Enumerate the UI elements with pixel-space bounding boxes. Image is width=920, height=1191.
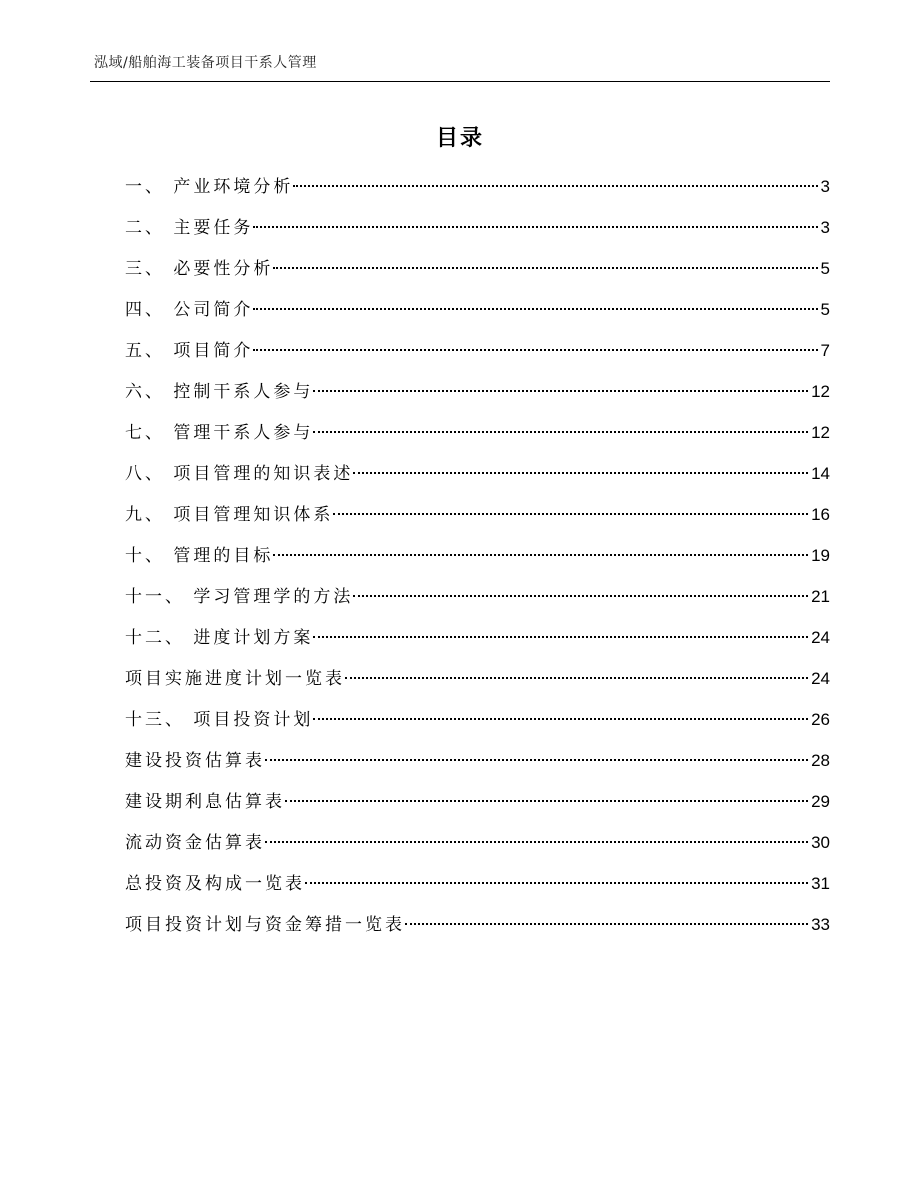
toc-dot-leader bbox=[313, 390, 808, 392]
toc-entry-label: 四、 公司简介 bbox=[125, 300, 254, 320]
toc-entry-label: 一、 产业环境分析 bbox=[125, 177, 294, 197]
toc-entry[interactable] bbox=[125, 252, 830, 293]
toc-entry-label: 总投资及构成一览表 bbox=[125, 874, 305, 894]
toc-entry-page-number: 30 bbox=[811, 833, 830, 852]
toc-dot-leader bbox=[253, 349, 817, 351]
toc-entry[interactable] bbox=[125, 170, 830, 211]
toc-entry[interactable] bbox=[125, 293, 830, 334]
toc-dot-leader bbox=[353, 595, 808, 597]
toc-dot-leader bbox=[333, 513, 808, 515]
table-of-contents bbox=[125, 170, 830, 949]
toc-entry[interactable] bbox=[125, 908, 830, 949]
toc-entry[interactable] bbox=[125, 334, 830, 375]
toc-entry[interactable] bbox=[125, 375, 830, 416]
toc-entry-label: 十三、 项目投资计划 bbox=[125, 710, 314, 730]
toc-entry-label: 项目投资计划与资金筹措一览表 bbox=[125, 915, 405, 935]
toc-entry-page-number: 28 bbox=[811, 751, 830, 770]
toc-entry-label: 七、 管理干系人参与 bbox=[125, 423, 314, 443]
toc-entry[interactable] bbox=[125, 662, 830, 703]
toc-dot-leader bbox=[313, 431, 808, 433]
toc-entry[interactable] bbox=[125, 498, 830, 539]
toc-entry[interactable] bbox=[125, 211, 830, 252]
toc-dot-leader bbox=[313, 636, 808, 638]
toc-entry[interactable] bbox=[125, 416, 830, 457]
toc-entry-label: 五、 项目简介 bbox=[125, 341, 254, 361]
toc-dot-leader bbox=[345, 677, 808, 679]
toc-entry[interactable] bbox=[125, 867, 830, 908]
toc-dot-leader bbox=[265, 759, 808, 761]
toc-dot-leader bbox=[253, 308, 817, 310]
toc-entry-page-number: 31 bbox=[811, 874, 830, 893]
toc-dot-leader bbox=[273, 554, 808, 556]
toc-entry-page-number: 26 bbox=[811, 710, 830, 729]
toc-entry[interactable] bbox=[125, 539, 830, 580]
toc-entry-label: 十一、 学习管理学的方法 bbox=[125, 587, 354, 607]
toc-entry-page-number: 19 bbox=[811, 546, 830, 565]
toc-entry-page-number: 3 bbox=[820, 218, 830, 237]
toc-entry-page-number: 3 bbox=[820, 177, 830, 196]
toc-entry-page-number: 14 bbox=[811, 464, 830, 483]
toc-entry-page-number: 12 bbox=[811, 382, 830, 401]
toc-entry-page-number: 24 bbox=[811, 669, 830, 688]
toc-entry-label: 建设投资估算表 bbox=[125, 751, 265, 771]
toc-entry-label: 建设期利息估算表 bbox=[125, 792, 285, 812]
toc-entry-page-number: 24 bbox=[811, 628, 830, 647]
toc-dot-leader bbox=[313, 718, 808, 720]
toc-entry[interactable] bbox=[125, 744, 830, 785]
toc-entry-label: 三、 必要性分析 bbox=[125, 259, 274, 279]
toc-dot-leader bbox=[265, 841, 808, 843]
toc-dot-leader bbox=[405, 923, 808, 925]
toc-entry[interactable] bbox=[125, 826, 830, 867]
toc-entry-label: 十二、 进度计划方案 bbox=[125, 628, 314, 648]
toc-entry-page-number: 5 bbox=[820, 259, 830, 278]
running-header: 泓域/船舶海工装备项目干系人管理 bbox=[94, 55, 317, 71]
toc-entry[interactable] bbox=[125, 457, 830, 498]
toc-dot-leader bbox=[305, 882, 808, 884]
toc-entry-label: 六、 控制干系人参与 bbox=[125, 382, 314, 402]
toc-dot-leader bbox=[273, 267, 817, 269]
toc-dot-leader bbox=[293, 185, 817, 187]
toc-dot-leader bbox=[285, 800, 808, 802]
toc-dot-leader bbox=[353, 472, 808, 474]
header-divider bbox=[90, 81, 830, 82]
toc-entry-label: 二、 主要任务 bbox=[125, 218, 254, 238]
toc-entry-page-number: 29 bbox=[811, 792, 830, 811]
toc-entry[interactable] bbox=[125, 580, 830, 621]
toc-title: 目录 bbox=[435, 126, 484, 151]
toc-entry-page-number: 7 bbox=[820, 341, 830, 360]
toc-entry-label: 项目实施进度计划一览表 bbox=[125, 669, 345, 689]
toc-entry[interactable] bbox=[125, 621, 830, 662]
toc-entry-label: 流动资金估算表 bbox=[125, 833, 265, 853]
toc-entry-label: 九、 项目管理知识体系 bbox=[125, 505, 334, 525]
toc-entry-page-number: 16 bbox=[811, 505, 830, 524]
toc-entry-page-number: 33 bbox=[811, 915, 830, 934]
toc-entry[interactable] bbox=[125, 703, 830, 744]
toc-entry-label: 八、 项目管理的知识表述 bbox=[125, 464, 354, 484]
toc-entry-page-number: 12 bbox=[811, 423, 830, 442]
toc-dot-leader bbox=[253, 226, 817, 228]
toc-entry-page-number: 5 bbox=[820, 300, 830, 319]
toc-entry-page-number: 21 bbox=[811, 587, 830, 606]
toc-entry-label: 十、 管理的目标 bbox=[125, 546, 274, 566]
toc-entry[interactable] bbox=[125, 785, 830, 826]
